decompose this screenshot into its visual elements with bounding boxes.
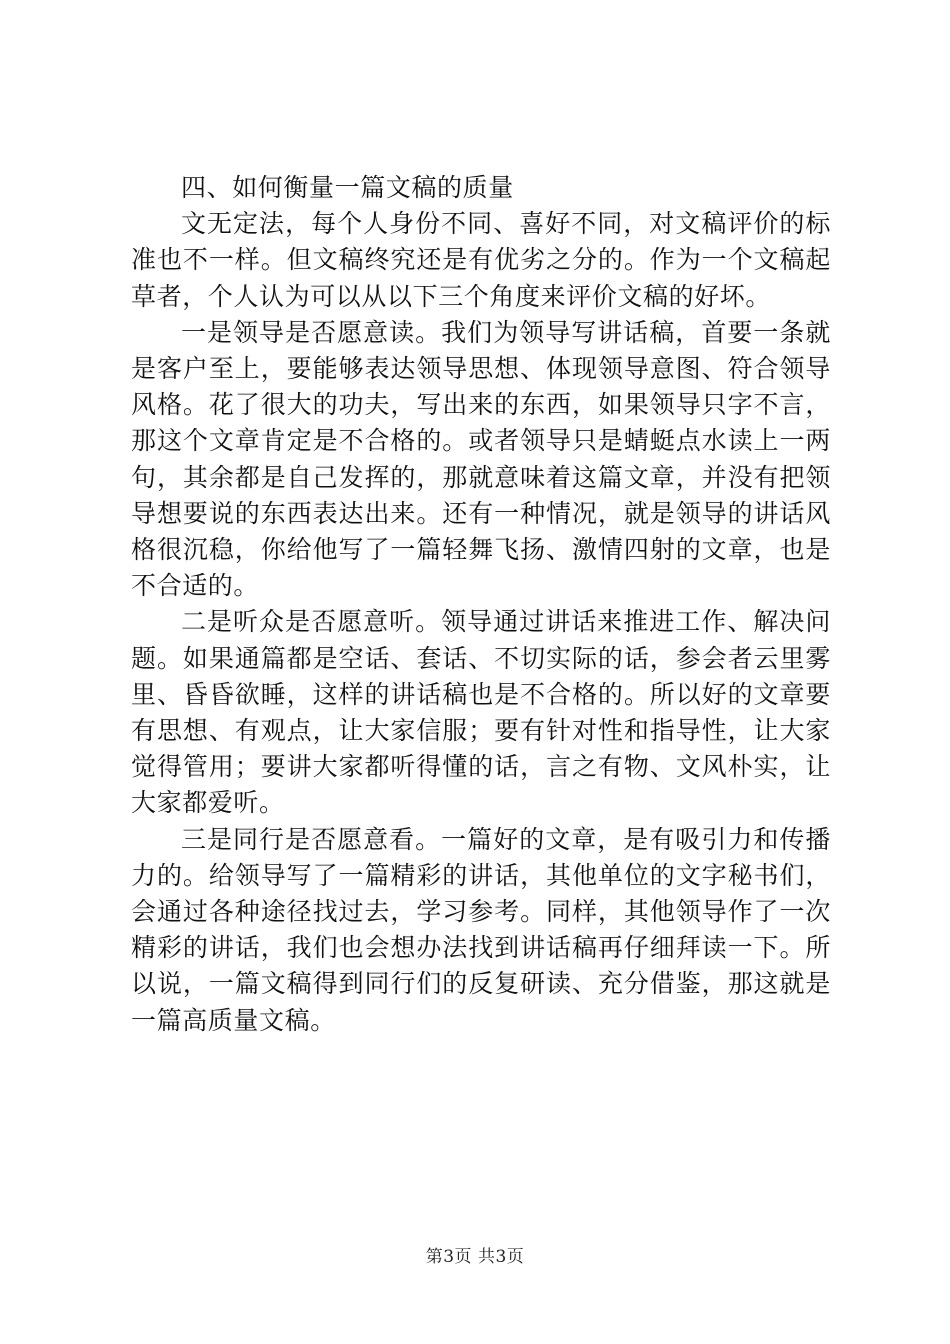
paragraph-peers-read: 三是同行是否愿意看。一篇好的文章，是有吸引力和传播力的。给领导写了一篇精彩的讲话，其他单位的文字秘书们，会通过各种途径找过去，学习参考。同样，其他领导作了一次精彩的讲话，我们也会想办法找到讲话稿再仔细拜读一下。所以说，一篇文稿得到同行们的反复研读、充分借鉴，那这就是一篇高质量文稿。 (131, 824, 831, 1035)
page-number-footer: 第3页 共3页 (425, 1247, 525, 1267)
paragraph-audience-listen: 二是听众是否愿意听。领导通过讲话来推进工作、解决问题。如果通篇都是空话、套话、不切实际的话，参会者云里雾里、昏昏欲睡，这样的讲话稿也是不合格的。所以好的文章要有思想、有观点，让大家信服；要有针对性和指导性，让大家觉得管用；要讲大家都听得懂的话，言之有物、文风朴实，让大家都爱听。 (131, 607, 831, 818)
paragraph-intro: 文无定法，每个人身份不同、喜好不同，对文稿评价的标准也不一样。但文稿终究还是有优劣之分的。作为一个文稿起草者，个人认为可以从以下三个角度来评价文稿的好坏。 (131, 209, 831, 311)
section-heading: 四、如何衡量一篇文稿的质量 (181, 173, 514, 202)
document-body (131, 170, 831, 1039)
paragraph-leader-read: 一是领导是否愿意读。我们为领导写讲话稿，首要一条就是客户至上，要能够表达领导思想、体现领导意图、符合领导风格。花了很大的功夫，写出来的东西，如果领导只字不言，那这个文章肯定是不合格的。或者领导只是蜻蜓点水读上一两句，其余都是自己发挥的，那就意味着这篇文章，并没有把领导想要说的东西表达出来。还有一种情况，就是领导的讲话风格很沉稳，你给他写了一篇轻舞飞扬、激情四射的文章，也是不合适的。 (131, 317, 831, 601)
